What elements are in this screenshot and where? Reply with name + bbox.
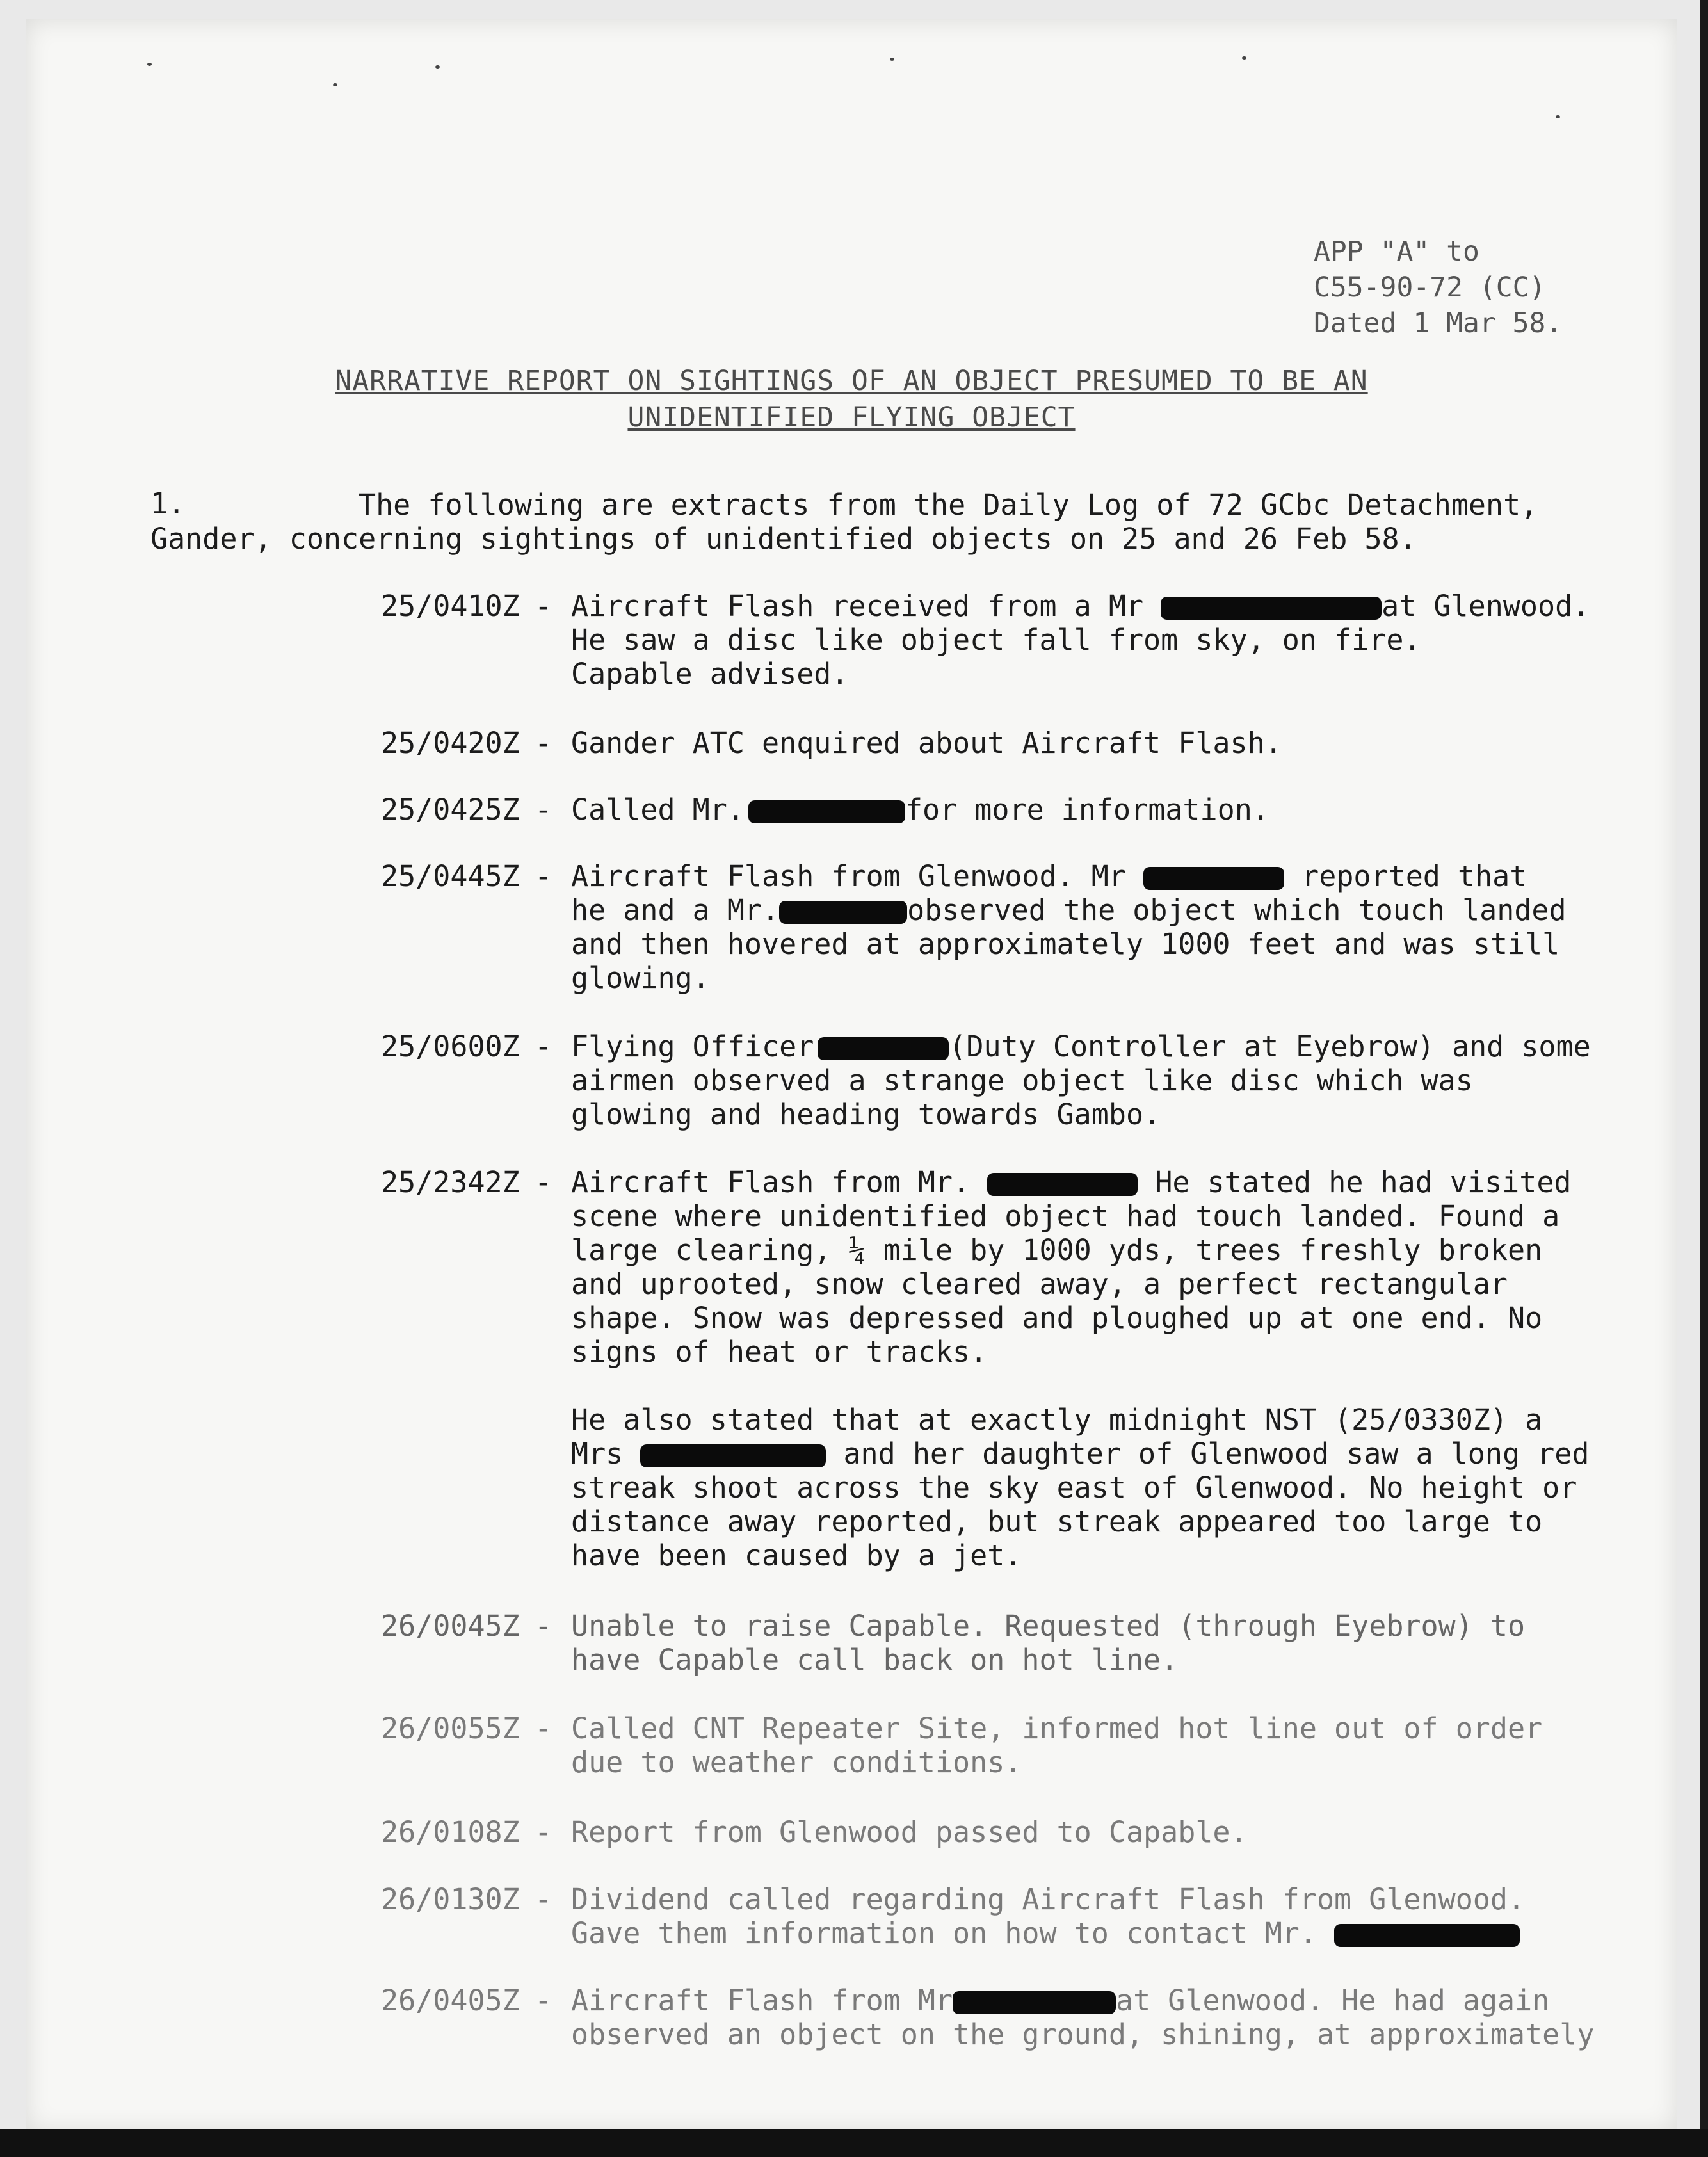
redaction-mark — [1161, 597, 1382, 620]
log-timestamp: 26/0405Z — [381, 1983, 520, 2017]
log-text-segment: He stated he had visited — [1155, 1165, 1572, 1199]
log-timestamp: 26/0108Z — [381, 1815, 520, 1849]
log-timestamp: 25/0425Z — [381, 793, 520, 827]
separator-dash: - — [535, 793, 552, 827]
redaction-mark — [748, 800, 905, 823]
separator-dash: - — [535, 1711, 552, 1745]
ref-line-1: APP "A" to — [1314, 236, 1479, 268]
log-text-line: Report from Glenwood passed to Capable. — [571, 1815, 1248, 1849]
log-text — [571, 1030, 1647, 1131]
speck — [435, 65, 440, 69]
log-text-line: scene where unidentified object had touch landed. Found a — [571, 1199, 1560, 1233]
log-text — [571, 1882, 1647, 1950]
log-text-segment: for more information. — [905, 793, 1269, 827]
log-text — [571, 793, 1647, 827]
log-text — [571, 1711, 1647, 1779]
report-title-line-2: UNIDENTIFIED FLYING OBJECT — [627, 401, 1076, 433]
redaction-mark — [987, 1173, 1138, 1196]
redaction-mark — [640, 1444, 826, 1467]
separator-dash: - — [535, 1882, 552, 1916]
log-text-line: signs of heat or tracks. — [571, 1335, 988, 1369]
log-text-line: Dividend called regarding Aircraft Flash from Glenwood. — [571, 1882, 1526, 1916]
log-text-line: and then hovered at approximately 1000 feet and was still — [571, 927, 1560, 961]
log-timestamp: 25/2342Z — [381, 1165, 520, 1199]
log-timestamp: 25/0600Z — [381, 1030, 520, 1063]
redaction-mark — [779, 901, 907, 924]
separator-dash: - — [535, 1609, 552, 1643]
log-text-segment: Aircraft Flash from Mr — [571, 1983, 953, 2017]
log-timestamp: 25/0410Z — [381, 589, 520, 623]
speck — [1242, 56, 1246, 60]
log-timestamp: 26/0045Z — [381, 1609, 520, 1643]
log-text-segment: (Duty Controller at Eyebrow) and some — [949, 1030, 1591, 1063]
log-text-line: due to weather conditions. — [571, 1745, 1022, 1779]
separator-dash: - — [535, 1983, 552, 2017]
log-text-line: have been caused by a jet. — [571, 1539, 1022, 1572]
log-text-line: He also stated that at exactly midnight NST (25/0330Z) a — [571, 1403, 1543, 1437]
log-text — [571, 1815, 1647, 1849]
ref-line-2: C55-90-72 (CC) — [1314, 271, 1546, 303]
log-text-line: airmen observed a strange object like disc which was — [571, 1063, 1473, 1097]
separator-dash: - — [535, 726, 552, 760]
log-text-segment: and her daughter of Glenwood saw a long red — [843, 1437, 1590, 1471]
log-text-line: glowing. — [571, 961, 710, 995]
scan-edge — [1700, 0, 1708, 2157]
log-text-segment: Called Mr. — [571, 793, 745, 827]
separator-dash: - — [535, 859, 552, 893]
log-timestamp: 26/0055Z — [381, 1711, 520, 1745]
log-text-line: have Capable call back on hot line. — [571, 1643, 1179, 1677]
log-text-segment: Aircraft Flash from Mr. — [571, 1165, 971, 1199]
log-text-line: streak shoot across the sky east of Glenwood. No height or — [571, 1471, 1577, 1505]
separator-dash: - — [535, 1030, 552, 1063]
log-text-line: observed an object on the ground, shining, at approximately — [571, 2017, 1595, 2051]
ref-line-3: Dated 1 Mar 58. — [1314, 307, 1563, 339]
speck — [890, 58, 894, 61]
separator-dash: - — [535, 589, 552, 623]
log-text-line: large clearing, ¼ mile by 1000 yds, trees freshly broken — [571, 1233, 1543, 1267]
intro-line-1: The following are extracts from the Daily Log of 72 GCbc Detachment, — [359, 488, 1538, 522]
report-title-line-1: NARRATIVE REPORT ON SIGHTINGS OF AN OBJECT PRESUMED TO BE AN — [335, 365, 1368, 397]
log-text — [571, 1983, 1647, 2051]
document-reference — [1314, 234, 1562, 341]
intro-line-2: Gander, concerning sightings of unidentified objects on 25 and 26 Feb 58. — [150, 522, 1417, 556]
log-text-line: Called CNT Repeater Site, informed hot line out of order — [571, 1711, 1543, 1745]
log-text-segment: Aircraft Flash received from a Mr — [571, 589, 1144, 623]
speck — [1556, 115, 1560, 118]
paragraph-number: 1. — [150, 487, 186, 521]
log-text-segment: at Glenwood. — [1382, 589, 1590, 623]
log-text-line: distance away reported, but streak appeared too large to — [571, 1505, 1543, 1539]
log-text-line: Capable advised. — [571, 657, 849, 691]
log-text-segment: Aircraft Flash from Glenwood. Mr — [571, 859, 1126, 893]
log-text-segment: reported that — [1301, 859, 1527, 893]
log-text — [571, 1609, 1647, 1677]
log-text-segment: Flying Officer — [571, 1030, 814, 1063]
speck — [147, 63, 152, 66]
log-text-line: shape. Snow was depressed and ploughed up at one end. No — [571, 1301, 1543, 1335]
log-timestamp: 26/0130Z — [381, 1882, 520, 1916]
log-text — [571, 726, 1647, 760]
redaction-mark — [818, 1037, 949, 1060]
redaction-mark — [953, 1991, 1116, 2014]
speck — [333, 83, 337, 86]
log-text — [571, 1165, 1647, 1572]
log-text-line: and uprooted, snow cleared away, a perfect rectangular — [571, 1267, 1508, 1301]
log-text-segment: he and a Mr. — [571, 893, 780, 927]
log-text — [571, 859, 1647, 995]
separator-dash: - — [535, 1815, 552, 1849]
log-timestamp: 25/0420Z — [381, 726, 520, 760]
log-text-line: He saw a disc like object fall from sky, on fire. — [571, 623, 1421, 657]
log-text — [571, 589, 1647, 691]
log-text-segment: Mrs — [571, 1437, 624, 1471]
log-text-segment: at Glenwood. He had again — [1116, 1983, 1550, 2017]
log-timestamp: 25/0445Z — [381, 859, 520, 893]
redaction-mark — [1334, 1924, 1520, 1947]
document-page — [26, 19, 1677, 2132]
log-text-line: glowing and heading towards Gambo. — [571, 1097, 1161, 1131]
log-text-segment: observed the object which touch landed — [907, 893, 1567, 927]
log-text-line: Unable to raise Capable. Requested (through Eyebrow) to — [571, 1609, 1526, 1643]
redaction-mark — [1143, 867, 1284, 890]
log-text-segment: Gave them information on how to contact Mr. — [571, 1916, 1317, 1950]
log-text-line: Gander ATC enquired about Aircraft Flash. — [571, 726, 1282, 760]
separator-dash: - — [535, 1165, 552, 1199]
scan-bottom-edge — [0, 2129, 1708, 2157]
